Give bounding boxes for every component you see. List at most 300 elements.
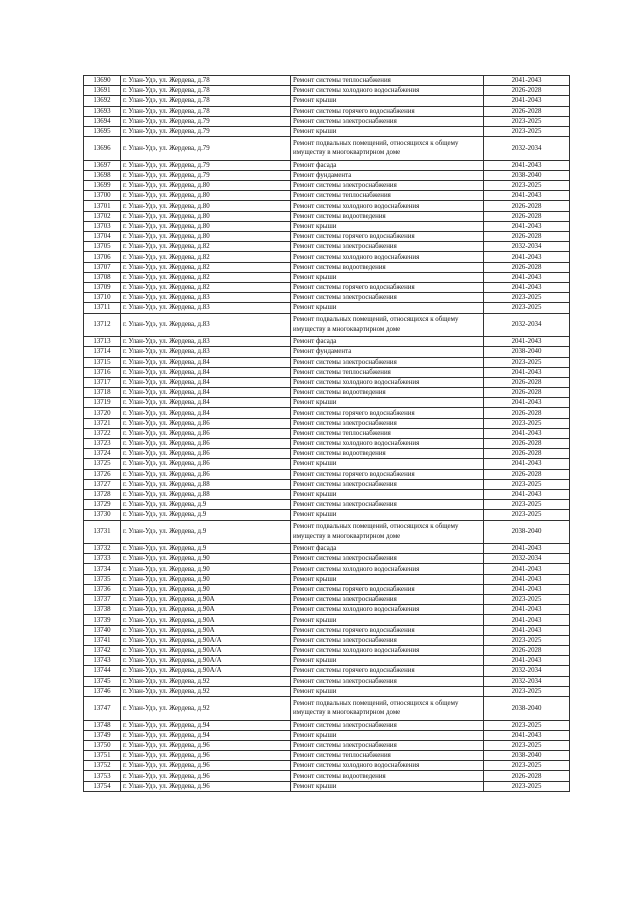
period-cell: 2041-2043 [484,459,570,469]
table-body [84,76,570,792]
work-type-cell: Ремонт системы электроснабжения [291,116,484,126]
row-number-cell: 13746 [84,686,121,696]
address-cell: г. Улан-Удэ, ул. Жердева, д.83 [121,313,291,337]
address-cell: г. Улан-Удэ, ул. Жердева, д.86 [121,449,291,459]
work-type-cell: Ремонт системы холодного водоснабжения [291,86,484,96]
row-number-cell: 13693 [84,106,121,116]
period-cell: 2041-2043 [484,544,570,554]
row-number-cell: 13754 [84,781,121,791]
table-row [84,645,570,655]
table-row [84,377,570,387]
work-type-cell: Ремонт системы горячего водоснабжения [291,232,484,242]
row-number-cell: 13719 [84,398,121,408]
table-row [84,554,570,564]
row-number-cell: 13730 [84,510,121,520]
address-cell: г. Улан-Удэ, ул. Жердева, д.84 [121,398,291,408]
work-type-cell: Ремонт крыши [291,96,484,106]
work-type-cell: Ремонт фасада [291,337,484,347]
period-cell: 2023-2025 [484,635,570,645]
work-type-cell: Ремонт системы электроснабжения [291,479,484,489]
work-type-cell: Ремонт системы холодного водоснабжения [291,439,484,449]
period-cell: 2026-2028 [484,408,570,418]
period-cell: 2026-2028 [484,377,570,387]
work-type-cell: Ремонт системы теплоснабжения [291,751,484,761]
row-number-cell: 13726 [84,469,121,479]
address-cell: г. Улан-Удэ, ул. Жердева, д.83 [121,337,291,347]
table-row [84,751,570,761]
table-row [84,211,570,221]
row-number-cell: 13712 [84,313,121,337]
row-number-cell: 13697 [84,160,121,170]
work-type-cell: Ремонт системы водоотведения [291,211,484,221]
row-number-cell: 13716 [84,367,121,377]
table-row [84,489,570,499]
period-cell: 2032-2034 [484,676,570,686]
period-cell: 2026-2028 [484,771,570,781]
row-number-cell: 13733 [84,554,121,564]
address-cell: г. Улан-Удэ, ул. Жердева, д.92 [121,676,291,686]
row-number-cell: 13741 [84,635,121,645]
row-number-cell: 13715 [84,357,121,367]
address-cell: г. Улан-Удэ, ул. Жердева, д.90А [121,615,291,625]
work-type-cell: Ремонт подвальных помещений, относящихся к общему имуществу в многоквартирном доме [291,313,484,337]
address-cell: г. Улан-Удэ, ул. Жердева, д.88 [121,489,291,499]
address-cell: г. Улан-Удэ, ул. Жердева, д.79 [121,170,291,180]
work-type-cell: Ремонт подвальных помещений, относящихся к общему имуществу в многоквартирном доме [291,137,484,161]
period-cell: 2026-2028 [484,645,570,655]
period-cell: 2041-2043 [484,605,570,615]
work-type-cell: Ремонт системы холодного водоснабжения [291,377,484,387]
period-cell: 2032-2034 [484,554,570,564]
period-cell: 2023-2025 [484,720,570,730]
work-type-cell: Ремонт системы водоотведения [291,449,484,459]
address-cell: г. Улан-Удэ, ул. Жердева, д.86 [121,428,291,438]
address-cell: г. Улан-Удэ, ул. Жердева, д.96 [121,761,291,771]
work-type-cell: Ремонт системы горячего водоснабжения [291,625,484,635]
address-cell: г. Улан-Удэ, ул. Жердева, д.92 [121,696,291,720]
address-cell: г. Улан-Удэ, ул. Жердева, д.82 [121,242,291,252]
period-cell: 2032-2034 [484,313,570,337]
work-type-cell: Ремонт системы электроснабжения [291,181,484,191]
address-cell: г. Улан-Удэ, ул. Жердева, д.79 [121,137,291,161]
table-row [84,76,570,86]
table-row [84,479,570,489]
period-cell: 2026-2028 [484,201,570,211]
period-cell: 2041-2043 [484,337,570,347]
period-cell: 2023-2025 [484,781,570,791]
row-number-cell: 13703 [84,221,121,231]
work-type-cell: Ремонт системы электроснабжения [291,740,484,750]
table-row [84,730,570,740]
period-cell: 2041-2043 [484,615,570,625]
row-number-cell: 13721 [84,418,121,428]
address-cell: г. Улан-Удэ, ул. Жердева, д.80 [121,232,291,242]
row-number-cell: 13745 [84,676,121,686]
address-cell: г. Улан-Удэ, ул. Жердева, д.96 [121,751,291,761]
work-type-cell: Ремонт системы электроснабжения [291,357,484,367]
period-cell: 2023-2025 [484,686,570,696]
row-number-cell: 13710 [84,293,121,303]
table-row [84,282,570,292]
row-number-cell: 13732 [84,544,121,554]
row-number-cell: 13694 [84,116,121,126]
work-type-cell: Ремонт системы водоотведения [291,262,484,272]
row-number-cell: 13734 [84,564,121,574]
work-type-cell: Ремонт подвальных помещений, относящихся к общему имуществу в многоквартирном доме [291,696,484,720]
address-cell: г. Улан-Удэ, ул. Жердева, д.90 [121,554,291,564]
period-cell: 2023-2025 [484,418,570,428]
address-cell: г. Улан-Удэ, ул. Жердева, д.84 [121,357,291,367]
address-cell: г. Улан-Удэ, ул. Жердева, д.84 [121,388,291,398]
address-cell: г. Улан-Удэ, ул. Жердева, д.78 [121,86,291,96]
period-cell: 2041-2043 [484,272,570,282]
address-cell: г. Улан-Удэ, ул. Жердева, д.80 [121,201,291,211]
row-number-cell: 13722 [84,428,121,438]
address-cell: г. Улан-Удэ, ул. Жердева, д.96 [121,740,291,750]
table-row [84,740,570,750]
row-number-cell: 13739 [84,615,121,625]
address-cell: г. Улан-Удэ, ул. Жердева, д.90А/А [121,666,291,676]
table-row [84,771,570,781]
period-cell: 2023-2025 [484,740,570,750]
address-cell: г. Улан-Удэ, ул. Жердева, д.9 [121,510,291,520]
period-cell: 2038-2040 [484,520,570,544]
table-row [84,201,570,211]
table-row [84,181,570,191]
period-cell: 2023-2025 [484,293,570,303]
work-type-cell: Ремонт фасада [291,544,484,554]
table-row [84,367,570,377]
period-cell: 2038-2040 [484,170,570,180]
period-cell: 2038-2040 [484,751,570,761]
work-type-cell: Ремонт крыши [291,510,484,520]
table-row [84,696,570,720]
period-cell: 2026-2028 [484,86,570,96]
row-number-cell: 13720 [84,408,121,418]
row-number-cell: 13750 [84,740,121,750]
table-row [84,656,570,666]
address-cell: г. Улан-Удэ, ул. Жердева, д.9 [121,544,291,554]
row-number-cell: 13752 [84,761,121,771]
table-row [84,544,570,554]
period-cell: 2026-2028 [484,232,570,242]
work-type-cell: Ремонт крыши [291,730,484,740]
work-type-cell: Ремонт фасада [291,160,484,170]
address-cell: г. Улан-Удэ, ул. Жердева, д.78 [121,106,291,116]
period-cell: 2023-2025 [484,595,570,605]
table-row [84,459,570,469]
address-cell: г. Улан-Удэ, ул. Жердева, д.90А [121,595,291,605]
work-type-cell: Ремонт системы электроснабжения [291,500,484,510]
work-type-cell: Ремонт системы теплоснабжения [291,428,484,438]
table-row [84,720,570,730]
table-row [84,500,570,510]
work-type-cell: Ремонт системы водоотведения [291,388,484,398]
table-row [84,221,570,231]
period-cell: 2023-2025 [484,479,570,489]
address-cell: г. Улан-Удэ, ул. Жердева, д.94 [121,720,291,730]
period-cell: 2041-2043 [484,76,570,86]
row-number-cell: 13691 [84,86,121,96]
table-row [84,761,570,771]
address-cell: г. Улан-Удэ, ул. Жердева, д.83 [121,303,291,313]
row-number-cell: 13747 [84,696,121,720]
address-cell: г. Улан-Удэ, ул. Жердева, д.9 [121,520,291,544]
work-type-cell: Ремонт системы горячего водоснабжения [291,666,484,676]
table-row [84,428,570,438]
address-cell: г. Улан-Удэ, ул. Жердева, д.79 [121,116,291,126]
work-type-cell: Ремонт системы холодного водоснабжения [291,761,484,771]
address-cell: г. Улан-Удэ, ул. Жердева, д.80 [121,191,291,201]
table-row [84,520,570,544]
table-row [84,564,570,574]
address-cell: г. Улан-Удэ, ул. Жердева, д.80 [121,211,291,221]
period-cell: 2038-2040 [484,347,570,357]
table-row [84,781,570,791]
row-number-cell: 13740 [84,625,121,635]
work-type-cell: Ремонт системы горячего водоснабжения [291,282,484,292]
work-type-cell: Ремонт крыши [291,303,484,313]
period-cell: 2041-2043 [484,282,570,292]
table-row [84,686,570,696]
row-number-cell: 13709 [84,282,121,292]
period-cell: 2041-2043 [484,252,570,262]
table-row [84,595,570,605]
period-cell: 2041-2043 [484,564,570,574]
period-cell: 2023-2025 [484,303,570,313]
period-cell: 2026-2028 [484,469,570,479]
address-cell: г. Улан-Удэ, ул. Жердева, д.90 [121,574,291,584]
work-type-cell: Ремонт системы электроснабжения [291,595,484,605]
work-type-cell: Ремонт системы электроснабжения [291,635,484,645]
address-cell: г. Улан-Удэ, ул. Жердева, д.82 [121,262,291,272]
address-cell: г. Улан-Удэ, ул. Жердева, д.90 [121,584,291,594]
row-number-cell: 13738 [84,605,121,615]
address-cell: г. Улан-Удэ, ул. Жердева, д.92 [121,686,291,696]
row-number-cell: 13708 [84,272,121,282]
work-type-cell: Ремонт системы теплоснабжения [291,367,484,377]
work-type-cell: Ремонт системы теплоснабжения [291,76,484,86]
work-type-cell: Ремонт системы электроснабжения [291,418,484,428]
row-number-cell: 13714 [84,347,121,357]
table-row [84,666,570,676]
row-number-cell: 13713 [84,337,121,347]
row-number-cell: 13728 [84,489,121,499]
work-type-cell: Ремонт подвальных помещений, относящихся к общему имуществу в многоквартирном доме [291,520,484,544]
address-cell: г. Улан-Удэ, ул. Жердева, д.83 [121,293,291,303]
table-row [84,510,570,520]
row-number-cell: 13753 [84,771,121,781]
address-cell: г. Улан-Удэ, ул. Жердева, д.90А/А [121,645,291,655]
work-type-cell: Ремонт крыши [291,489,484,499]
work-type-cell: Ремонт системы холодного водоснабжения [291,645,484,655]
work-type-cell: Ремонт крыши [291,574,484,584]
period-cell: 2023-2025 [484,126,570,136]
period-cell: 2041-2043 [484,221,570,231]
period-cell: 2026-2028 [484,106,570,116]
address-cell: г. Улан-Удэ, ул. Жердева, д.79 [121,160,291,170]
address-cell: г. Улан-Удэ, ул. Жердева, д.78 [121,76,291,86]
address-cell: г. Улан-Удэ, ул. Жердева, д.86 [121,418,291,428]
table-row [84,418,570,428]
table-row [84,469,570,479]
row-number-cell: 13723 [84,439,121,449]
table-row [84,313,570,337]
table-row [84,605,570,615]
row-number-cell: 13736 [84,584,121,594]
work-type-cell: Ремонт системы электроснабжения [291,676,484,686]
period-cell: 2041-2043 [484,160,570,170]
work-type-cell: Ремонт крыши [291,221,484,231]
address-cell: г. Улан-Удэ, ул. Жердева, д.96 [121,781,291,791]
table-row [84,232,570,242]
table-row [84,635,570,645]
table-row [84,137,570,161]
work-type-cell: Ремонт крыши [291,272,484,282]
work-type-cell: Ремонт крыши [291,126,484,136]
period-cell: 2041-2043 [484,367,570,377]
address-cell: г. Улан-Удэ, ул. Жердева, д.90А [121,605,291,615]
period-cell: 2023-2025 [484,510,570,520]
row-number-cell: 13705 [84,242,121,252]
row-number-cell: 13743 [84,656,121,666]
row-number-cell: 13690 [84,76,121,86]
work-type-cell: Ремонт крыши [291,686,484,696]
row-number-cell: 13701 [84,201,121,211]
row-number-cell: 13742 [84,645,121,655]
table-row [84,293,570,303]
work-type-cell: Ремонт крыши [291,398,484,408]
row-number-cell: 13706 [84,252,121,262]
work-type-cell: Ремонт системы горячего водоснабжения [291,584,484,594]
period-cell: 2026-2028 [484,388,570,398]
period-cell: 2041-2043 [484,656,570,666]
address-cell: г. Улан-Удэ, ул. Жердева, д.86 [121,459,291,469]
row-number-cell: 13717 [84,377,121,387]
row-number-cell: 13700 [84,191,121,201]
table-row [84,439,570,449]
work-type-cell: Ремонт системы горячего водоснабжения [291,469,484,479]
address-cell: г. Улан-Удэ, ул. Жердева, д.78 [121,96,291,106]
address-cell: г. Улан-Удэ, ул. Жердева, д.9 [121,500,291,510]
table-row [84,357,570,367]
row-number-cell: 13729 [84,500,121,510]
row-number-cell: 13696 [84,137,121,161]
address-cell: г. Улан-Удэ, ул. Жердева, д.82 [121,252,291,262]
work-type-cell: Ремонт крыши [291,459,484,469]
capital-repair-table [83,75,570,792]
table-row [84,96,570,106]
table-row [84,574,570,584]
period-cell: 2041-2043 [484,96,570,106]
table-row [84,584,570,594]
table-row [84,242,570,252]
work-type-cell: Ремонт системы электроснабжения [291,242,484,252]
period-cell: 2032-2034 [484,137,570,161]
period-cell: 2032-2034 [484,242,570,252]
table-row [84,106,570,116]
work-type-cell: Ремонт фундамента [291,347,484,357]
work-type-cell: Ремонт системы холодного водоснабжения [291,201,484,211]
address-cell: г. Улан-Удэ, ул. Жердева, д.90А [121,625,291,635]
table-row [84,262,570,272]
period-cell: 2041-2043 [484,428,570,438]
address-cell: г. Улан-Удэ, ул. Жердева, д.82 [121,272,291,282]
address-cell: г. Улан-Удэ, ул. Жердева, д.84 [121,367,291,377]
period-cell: 2026-2028 [484,262,570,272]
period-cell: 2032-2034 [484,666,570,676]
row-number-cell: 13737 [84,595,121,605]
row-number-cell: 13727 [84,479,121,489]
period-cell: 2038-2040 [484,696,570,720]
work-type-cell: Ремонт системы горячего водоснабжения [291,106,484,116]
period-cell: 2023-2025 [484,761,570,771]
row-number-cell: 13725 [84,459,121,469]
period-cell: 2026-2028 [484,211,570,221]
work-type-cell: Ремонт системы теплоснабжения [291,191,484,201]
table-row [84,676,570,686]
period-cell: 2026-2028 [484,449,570,459]
work-type-cell: Ремонт системы электроснабжения [291,554,484,564]
work-type-cell: Ремонт фундамента [291,170,484,180]
table-row [84,191,570,201]
address-cell: г. Улан-Удэ, ул. Жердева, д.90А/А [121,656,291,666]
row-number-cell: 13695 [84,126,121,136]
row-number-cell: 13698 [84,170,121,180]
row-number-cell: 13735 [84,574,121,584]
address-cell: г. Улан-Удэ, ул. Жердева, д.82 [121,282,291,292]
table-row [84,303,570,313]
table-row [84,615,570,625]
period-cell: 2026-2028 [484,439,570,449]
period-cell: 2041-2043 [484,398,570,408]
row-number-cell: 13731 [84,520,121,544]
period-cell: 2041-2043 [484,489,570,499]
address-cell: г. Улан-Удэ, ул. Жердева, д.79 [121,126,291,136]
address-cell: г. Улан-Удэ, ул. Жердева, д.90 [121,564,291,574]
work-type-cell: Ремонт системы холодного водоснабжения [291,564,484,574]
address-cell: г. Улан-Удэ, ул. Жердева, д.88 [121,479,291,489]
address-cell: г. Улан-Удэ, ул. Жердева, д.86 [121,469,291,479]
table-row [84,337,570,347]
address-cell: г. Улан-Удэ, ул. Жердева, д.84 [121,408,291,418]
row-number-cell: 13692 [84,96,121,106]
period-cell: 2041-2043 [484,625,570,635]
address-cell: г. Улан-Удэ, ул. Жердева, д.80 [121,181,291,191]
row-number-cell: 13751 [84,751,121,761]
period-cell: 2023-2025 [484,116,570,126]
work-type-cell: Ремонт системы электроснабжения [291,293,484,303]
address-cell: г. Улан-Удэ, ул. Жердева, д.94 [121,730,291,740]
table-row [84,388,570,398]
row-number-cell: 13749 [84,730,121,740]
address-cell: г. Улан-Удэ, ул. Жердева, д.90А/А [121,635,291,645]
period-cell: 2023-2025 [484,181,570,191]
row-number-cell: 13744 [84,666,121,676]
table-row [84,116,570,126]
table-row [84,408,570,418]
row-number-cell: 13707 [84,262,121,272]
work-type-cell: Ремонт системы горячего водоснабжения [291,408,484,418]
work-type-cell: Ремонт крыши [291,615,484,625]
work-type-cell: Ремонт крыши [291,656,484,666]
row-number-cell: 13711 [84,303,121,313]
address-cell: г. Улан-Удэ, ул. Жердева, д.80 [121,221,291,231]
work-type-cell: Ремонт системы холодного водоснабжения [291,252,484,262]
table-row [84,449,570,459]
period-cell: 2041-2043 [484,584,570,594]
address-cell: г. Улан-Удэ, ул. Жердева, д.96 [121,771,291,781]
